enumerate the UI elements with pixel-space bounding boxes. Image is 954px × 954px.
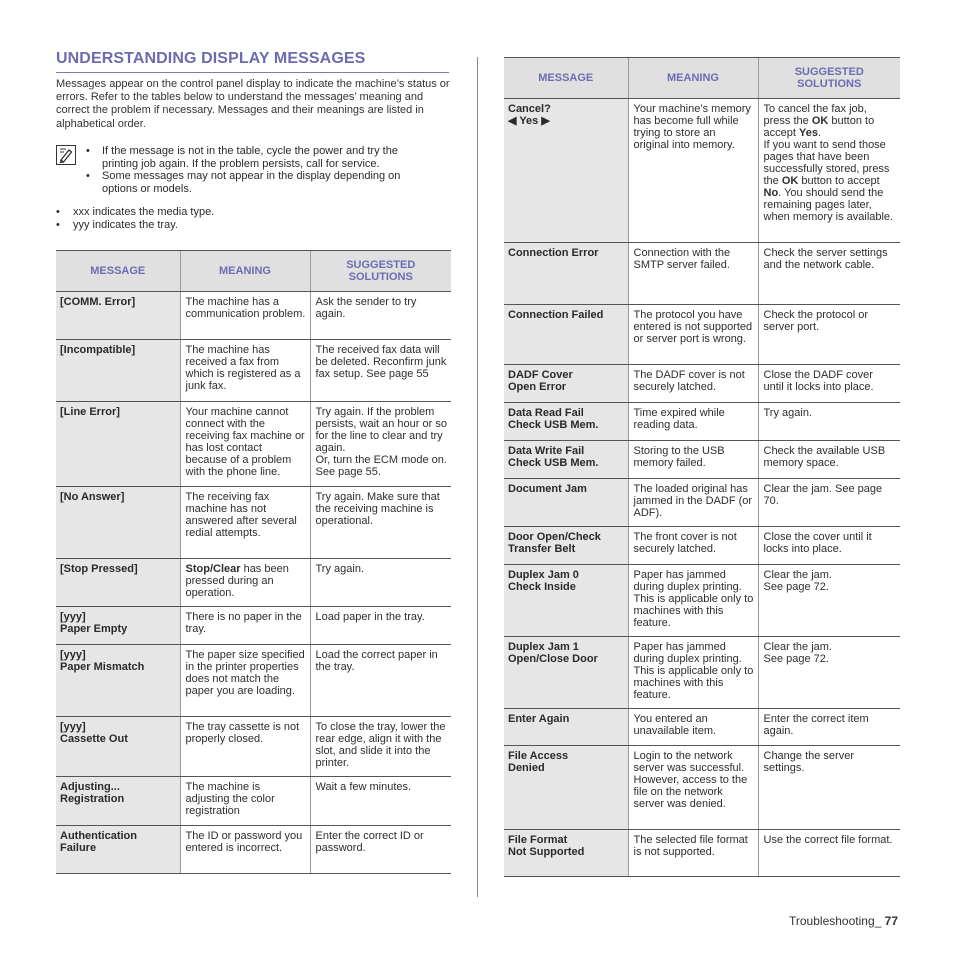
- solution-cell: Close the cover until it locks into place.: [758, 527, 900, 565]
- meaning-cell: There is no paper in the tray.: [180, 607, 310, 645]
- message-cell: Document Jam: [504, 479, 628, 527]
- table-row: [504, 99, 900, 243]
- solution-cell: To cancel the fax job, press the OK button to accept Yes. If you want to send those pages that have been successfully stored, press the OK button to accept No. You should send the remaining pages later, when memory is available.: [758, 99, 900, 243]
- meaning-cell: The DADF cover is not securely latched.: [628, 365, 758, 403]
- table-header-row: [504, 58, 900, 99]
- right-column: [504, 57, 900, 877]
- meaning-cell: The ID or password you entered is incorrect.: [180, 826, 310, 874]
- message-cell: Enter Again: [504, 709, 628, 746]
- solution-cell: The received fax data will be deleted. Reconfirm junk fax setup. See page 55: [310, 340, 451, 402]
- meaning-cell: Paper has jammed during duplex printing. This is applicable only to machines with this feature.: [628, 637, 758, 709]
- solution-cell: Enter the correct item again.: [758, 709, 900, 746]
- header-suggested-solutions: SUGGESTED SOLUTIONS: [310, 251, 451, 292]
- message-cell: [No Answer]: [56, 487, 180, 559]
- table-row: [504, 305, 900, 365]
- meaning-cell: The selected file format is not supported.: [628, 830, 758, 877]
- solution-cell: To close the tray, lower the rear edge, align it with the slot, and slide it into the printer.: [310, 717, 451, 777]
- table-row: [504, 746, 900, 830]
- table-row: [504, 637, 900, 709]
- table-row: [504, 441, 900, 479]
- message-cell: Cancel? ◀ Yes ▶: [504, 99, 628, 243]
- message-cell: Door Open/Check Transfer Belt: [504, 527, 628, 565]
- message-cell: Connection Error: [504, 243, 628, 305]
- table-row: [56, 402, 451, 487]
- table-row: [56, 777, 451, 826]
- meaning-cell: The machine has a communication problem.: [180, 292, 310, 340]
- solution-cell: Change the server settings.: [758, 746, 900, 830]
- table-row: [56, 292, 451, 340]
- page-number: 77: [884, 914, 898, 928]
- note-box: [56, 145, 451, 196]
- message-cell: File Format Not Supported: [504, 830, 628, 877]
- meaning-cell: Storing to the USB memory failed.: [628, 441, 758, 479]
- page-footer: [789, 914, 898, 928]
- meaning-cell: The paper size specified in the printer properties does not match the paper you are loading.: [180, 645, 310, 717]
- meaning-cell: Login to the network server was successful. However, access to the file on the network server was denied.: [628, 746, 758, 830]
- solution-cell: Check the protocol or server port.: [758, 305, 900, 365]
- table-row: [56, 717, 451, 777]
- solution-cell: Enter the correct ID or password.: [310, 826, 451, 874]
- column-divider: [477, 57, 478, 897]
- footer-section: Troubleshooting_: [789, 914, 882, 928]
- note-list: [83, 145, 433, 196]
- solution-cell: Try again.: [758, 403, 900, 441]
- meaning-cell: The machine has received a fax from which is registered as a junk fax.: [180, 340, 310, 402]
- bullet-item: • xxx indicates the media type.: [56, 206, 451, 219]
- header-suggested-solutions: SUGGESTED SOLUTIONS: [758, 58, 900, 99]
- section-title: UNDERSTANDING DISPLAY MESSAGES: [56, 50, 449, 73]
- solution-cell: Load paper in the tray.: [310, 607, 451, 645]
- meaning-cell: Your machine’s memory has become full while trying to store an original into memory.: [628, 99, 758, 243]
- solution-cell: Try again.: [310, 559, 451, 607]
- message-cell: [yyy] Paper Mismatch: [56, 645, 180, 717]
- meaning-cell: Time expired while reading data.: [628, 403, 758, 441]
- table-row: [56, 645, 451, 717]
- messages-table-right: [504, 57, 900, 877]
- message-cell: Data Write Fail Check USB Mem.: [504, 441, 628, 479]
- message-cell: [Incompatible]: [56, 340, 180, 402]
- solution-cell: Try again. If the problem persists, wait an hour or so for the line to clear and try again. Or, turn the ECM mode on. See page 55.: [310, 402, 451, 487]
- solution-cell: Wait a few minutes.: [310, 777, 451, 826]
- solution-cell: Clear the jam. See page 70.: [758, 479, 900, 527]
- table-row: [504, 403, 900, 441]
- table-row: [504, 709, 900, 746]
- message-cell: [Stop Pressed]: [56, 559, 180, 607]
- meaning-cell: The front cover is not securely latched.: [628, 527, 758, 565]
- meaning-cell: Stop/Clear has been pressed during an operation.: [180, 559, 310, 607]
- header-meaning: MEANING: [180, 251, 310, 292]
- message-cell: Adjusting... Registration: [56, 777, 180, 826]
- meaning-cell: The machine is adjusting the color registration: [180, 777, 310, 826]
- solution-cell: Load the correct paper in the tray.: [310, 645, 451, 717]
- table-row: [504, 365, 900, 403]
- message-cell: Data Read Fail Check USB Mem.: [504, 403, 628, 441]
- meaning-cell: The protocol you have entered is not supported or server port is wrong.: [628, 305, 758, 365]
- table-row: [504, 565, 900, 637]
- solution-cell: Close the DADF cover until it locks into place.: [758, 365, 900, 403]
- message-cell: [COMM. Error]: [56, 292, 180, 340]
- solution-cell: Try again. Make sure that the receiving machine is operational.: [310, 487, 451, 559]
- solution-cell: Check the available USB memory space.: [758, 441, 900, 479]
- meaning-cell: Your machine cannot connect with the receiving fax machine or has lost contact because of a problem with the phone line.: [180, 402, 310, 487]
- left-column: [56, 50, 451, 874]
- message-cell: DADF Cover Open Error: [504, 365, 628, 403]
- message-cell: Connection Failed: [504, 305, 628, 365]
- meaning-cell: The receiving fax machine has not answered after several redial attempts.: [180, 487, 310, 559]
- message-cell: [Line Error]: [56, 402, 180, 487]
- intro-paragraph: Messages appear on the control panel display to indicate the machine’s status or errors. Refer to the tables below to understand the messages’ meaning and correct the problem if necessary. Messages and their meanings are listed in alphabetical order.: [56, 78, 450, 130]
- table-row: [56, 340, 451, 402]
- table-row: [504, 830, 900, 877]
- note-pencil-icon: [56, 145, 76, 165]
- table-row: [504, 527, 900, 565]
- table-row: [56, 487, 451, 559]
- messages-table-left: [56, 250, 451, 874]
- table-header-row: [56, 251, 451, 292]
- header-message: MESSAGE: [56, 251, 180, 292]
- meaning-cell: The loaded original has jammed in the DADF (or ADF).: [628, 479, 758, 527]
- table-row: [56, 826, 451, 874]
- meaning-cell: Paper has jammed during duplex printing. This is applicable only to machines with this feature.: [628, 565, 758, 637]
- solution-cell: Check the server settings and the network cable.: [758, 243, 900, 305]
- message-cell: [yyy] Paper Empty: [56, 607, 180, 645]
- header-message: MESSAGE: [504, 58, 628, 99]
- bullet-list: [56, 206, 451, 232]
- solution-cell: Use the correct file format.: [758, 830, 900, 877]
- table-row: [56, 559, 451, 607]
- message-cell: [yyy] Cassette Out: [56, 717, 180, 777]
- meaning-cell: You entered an unavailable item.: [628, 709, 758, 746]
- meaning-bold-key: Stop/Clear: [185, 563, 241, 575]
- solution-cell: Ask the sender to try again.: [310, 292, 451, 340]
- note-item: • Some messages may not appear in the display depending on options or models.: [83, 170, 433, 196]
- table-row: [504, 243, 900, 305]
- message-cell: File Access Denied: [504, 746, 628, 830]
- table-row: [56, 607, 451, 645]
- meaning-cell: Connection with the SMTP server failed.: [628, 243, 758, 305]
- meaning-cell: The tray cassette is not properly closed.: [180, 717, 310, 777]
- message-cell: Authentication Failure: [56, 826, 180, 874]
- table-row: [504, 479, 900, 527]
- message-cell: Duplex Jam 0 Check Inside: [504, 565, 628, 637]
- solution-cell: Clear the jam. See page 72.: [758, 637, 900, 709]
- solution-cell: Clear the jam. See page 72.: [758, 565, 900, 637]
- header-meaning: MEANING: [628, 58, 758, 99]
- note-item: • If the message is not in the table, cycle the power and try the printing job again. If the problem persists, call for service.: [83, 145, 433, 171]
- message-cell: Duplex Jam 1 Open/Close Door: [504, 637, 628, 709]
- bullet-item: • yyy indicates the tray.: [56, 219, 451, 232]
